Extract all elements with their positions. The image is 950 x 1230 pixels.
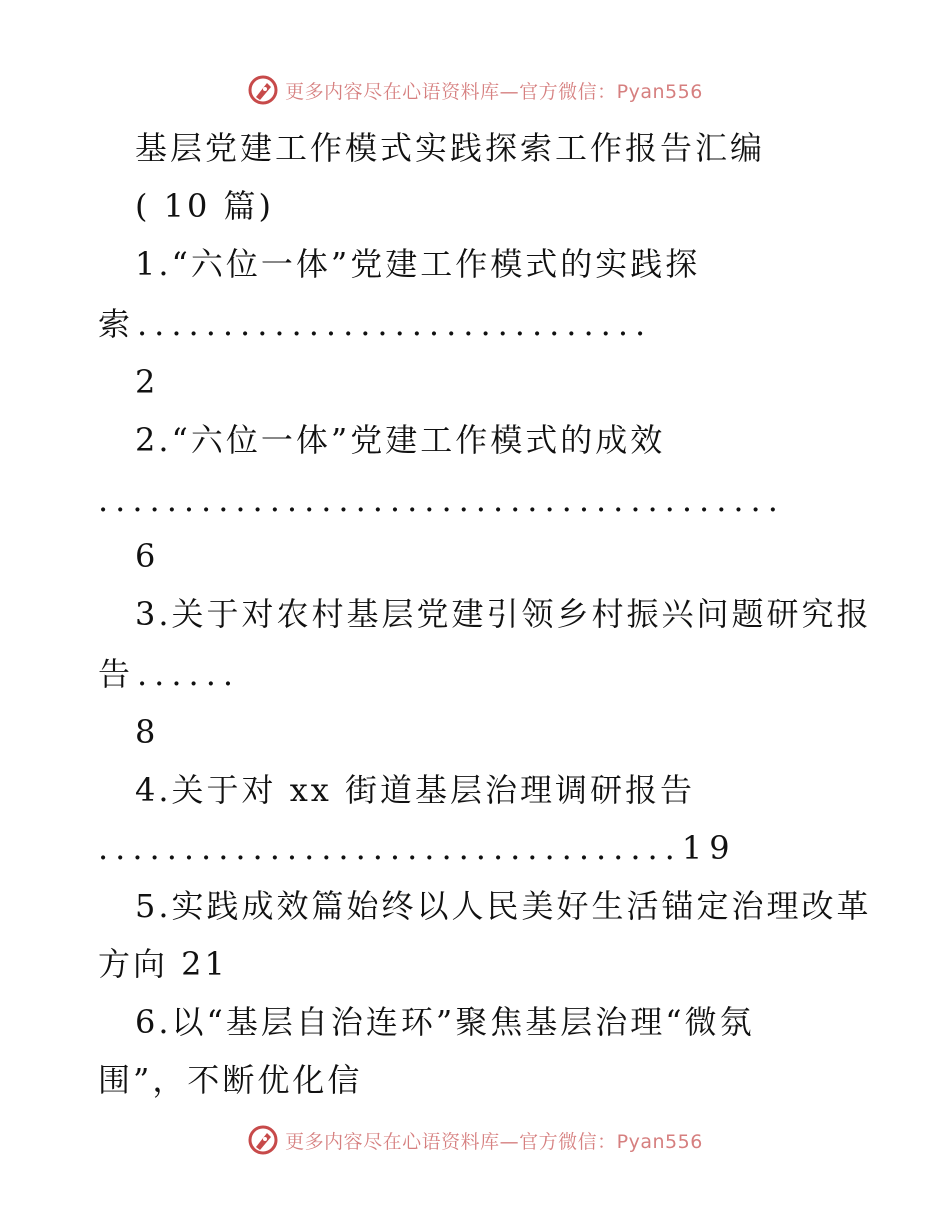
footer-watermark bbox=[0, 1120, 950, 1160]
toc-item-1-leader: 索.............................. bbox=[98, 305, 653, 343]
watermark-text: 更多内容尽在心语资料库—官方微信：Pyan556 bbox=[285, 80, 703, 103]
toc-item-1-title: 1.“六位一体”党建工作模式的实践探 bbox=[135, 245, 701, 283]
toc-item-2-title: 2.“六位一体”党建工作模式的成效 bbox=[135, 421, 666, 459]
toc-item-2-page: 6 bbox=[135, 537, 159, 575]
header-watermark bbox=[0, 70, 950, 110]
document-title: 基层党建工作模式实践探索工作报告汇编 bbox=[135, 129, 766, 167]
document-subtitle: ( 10 篇) bbox=[135, 187, 275, 225]
pen-nib-logo-icon bbox=[247, 74, 279, 106]
toc-item-3-leader: 告...... bbox=[98, 655, 241, 693]
toc-item-3-title: 3.关于对农村基层党建引领乡村振兴问题研究报 bbox=[135, 595, 872, 633]
toc-item-4-leader: ..................................19 bbox=[98, 829, 737, 867]
toc-item-5-continuation: 方向 21 bbox=[98, 945, 228, 983]
watermark-text: 更多内容尽在心语资料库—官方微信：Pyan556 bbox=[285, 1130, 703, 1153]
toc-item-6-continuation: 围”，不断优化信 bbox=[98, 1061, 363, 1099]
toc-item-2-leader: ........................................ bbox=[98, 481, 785, 519]
toc-item-1-page: 2 bbox=[135, 363, 159, 401]
pen-nib-logo-icon bbox=[247, 1124, 279, 1156]
toc-item-5-title: 5.实践成效篇始终以人民美好生活锚定治理改革 bbox=[135, 887, 872, 925]
toc-item-4-title: 4.关于对 xx 街道基层治理调研报告 bbox=[135, 771, 695, 809]
toc-item-6-title: 6.以“基层自治连环”聚焦基层治理“微氛 bbox=[135, 1003, 755, 1041]
toc-item-3-page: 8 bbox=[135, 713, 159, 751]
